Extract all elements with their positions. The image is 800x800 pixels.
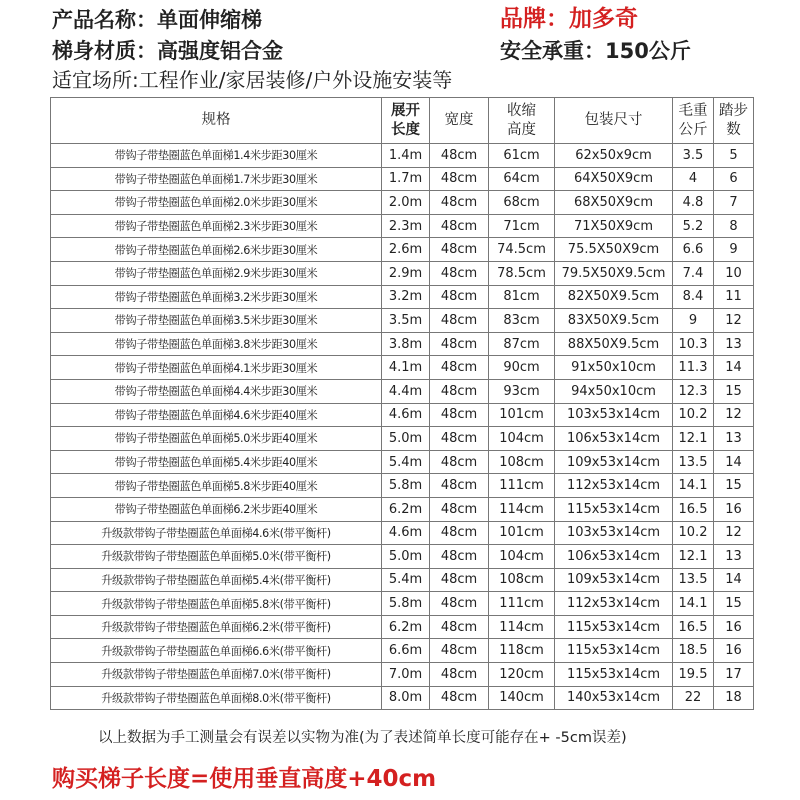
- package-size-cell: 115x53x14cm: [555, 639, 673, 663]
- length-cell: 5.4m: [382, 568, 430, 592]
- spec-cell: 带钩子带垫圈蓝色单面梯1.4米步距30厘米: [51, 144, 382, 168]
- width-cell: 48cm: [430, 403, 489, 427]
- width-cell: 48cm: [430, 686, 489, 710]
- folded-height-cell: 120cm: [489, 663, 555, 687]
- steps-cell: 10: [714, 261, 754, 285]
- weight-cell: 13.5: [673, 450, 714, 474]
- table-row: [51, 615, 754, 639]
- spec-cell: 升级款带钩子带垫圈蓝色单面梯4.6米(带平衡杆): [51, 521, 382, 545]
- spec-cell: 带钩子带垫圈蓝色单面梯4.6米步距40厘米: [51, 403, 382, 427]
- spec-cell: 带钩子带垫圈蓝色单面梯5.8米步距40厘米: [51, 474, 382, 498]
- folded-height-cell: 108cm: [489, 568, 555, 592]
- steps-cell: 12: [714, 403, 754, 427]
- col-header-width: 宽度: [430, 98, 489, 144]
- table-header-row: [51, 98, 754, 144]
- table-row: [51, 521, 754, 545]
- weight-cell: 5.2: [673, 214, 714, 238]
- table-row: [51, 309, 754, 333]
- weight-cell: 8.4: [673, 285, 714, 309]
- package-size-cell: 112x53x14cm: [555, 474, 673, 498]
- width-cell: 48cm: [430, 450, 489, 474]
- col-header-gross-weight-text: 毛重公斤: [678, 102, 708, 138]
- spec-cell: 升级款带钩子带垫圈蓝色单面梯6.2米(带平衡杆): [51, 615, 382, 639]
- width-cell: 48cm: [430, 285, 489, 309]
- width-cell: 48cm: [430, 497, 489, 521]
- length-cell: 6.2m: [382, 615, 430, 639]
- table-row: [51, 167, 754, 191]
- table-row: [51, 568, 754, 592]
- weight-cell: 12.1: [673, 545, 714, 569]
- col-header-gross-weight: [673, 98, 714, 144]
- length-cell: 6.2m: [382, 497, 430, 521]
- steps-cell: 6: [714, 167, 754, 191]
- table-row: [51, 403, 754, 427]
- table-row: [51, 474, 754, 498]
- folded-height-cell: 61cm: [489, 144, 555, 168]
- measurement-note: 以上数据为手工测量会有误差以实物为准(为了表述简单长度可能存在+ -5cm误差): [98, 730, 627, 746]
- spec-cell: 带钩子带垫圈蓝色单面梯5.4米步距40厘米: [51, 450, 382, 474]
- col-header-length-text: 展开长度: [390, 102, 420, 138]
- length-cell: 5.0m: [382, 427, 430, 451]
- width-cell: 48cm: [430, 356, 489, 380]
- spec-cell: 带钩子带垫圈蓝色单面梯5.0米步距40厘米: [51, 427, 382, 451]
- material-label: 梯身材质：高强度铝合金: [52, 39, 283, 63]
- col-header-package-size: 包装尺寸: [555, 98, 673, 144]
- package-size-cell: 115x53x14cm: [555, 497, 673, 521]
- table-row: [51, 450, 754, 474]
- spec-cell: 带钩子带垫圈蓝色单面梯4.4米步距30厘米: [51, 379, 382, 403]
- table-row: [51, 592, 754, 616]
- folded-height-cell: 74.5cm: [489, 238, 555, 262]
- col-header-length: [382, 98, 430, 144]
- folded-height-cell: 101cm: [489, 521, 555, 545]
- steps-cell: 5: [714, 144, 754, 168]
- steps-cell: 16: [714, 615, 754, 639]
- length-cell: 2.9m: [382, 261, 430, 285]
- package-size-cell: 91x50x10cm: [555, 356, 673, 380]
- table-row: [51, 144, 754, 168]
- usage-venue-label: 适宜场所:工程作业/家居装修/户外设施安装等: [52, 68, 453, 92]
- width-cell: 48cm: [430, 521, 489, 545]
- length-cell: 5.8m: [382, 474, 430, 498]
- width-cell: 48cm: [430, 427, 489, 451]
- length-cell: 2.6m: [382, 238, 430, 262]
- folded-height-cell: 140cm: [489, 686, 555, 710]
- spec-table: [50, 97, 754, 710]
- package-size-cell: 79.5X50X9.5cm: [555, 261, 673, 285]
- table-row: [51, 639, 754, 663]
- weight-cell: 6.6: [673, 238, 714, 262]
- table-row: [51, 663, 754, 687]
- length-cell: 5.4m: [382, 450, 430, 474]
- table-row: [51, 356, 754, 380]
- package-size-cell: 75.5X50X9cm: [555, 238, 673, 262]
- weight-cell: 11.3: [673, 356, 714, 380]
- folded-height-cell: 83cm: [489, 309, 555, 333]
- spec-cell: 带钩子带垫圈蓝色单面梯3.2米步距30厘米: [51, 285, 382, 309]
- weight-cell: 22: [673, 686, 714, 710]
- col-header-steps: [714, 98, 754, 144]
- spec-cell: 升级款带钩子带垫圈蓝色单面梯7.0米(带平衡杆): [51, 663, 382, 687]
- folded-height-cell: 78.5cm: [489, 261, 555, 285]
- length-cell: 7.0m: [382, 663, 430, 687]
- width-cell: 48cm: [430, 545, 489, 569]
- width-cell: 48cm: [430, 592, 489, 616]
- package-size-cell: 94x50x10cm: [555, 379, 673, 403]
- weight-cell: 16.5: [673, 615, 714, 639]
- col-header-folded-height: [489, 98, 555, 144]
- weight-cell: 10.3: [673, 332, 714, 356]
- folded-height-cell: 93cm: [489, 379, 555, 403]
- weight-cell: 12.3: [673, 379, 714, 403]
- weight-cell: 16.5: [673, 497, 714, 521]
- width-cell: 48cm: [430, 309, 489, 333]
- package-size-cell: 103x53x14cm: [555, 521, 673, 545]
- package-size-cell: 115x53x14cm: [555, 615, 673, 639]
- package-size-cell: 88X50X9.5cm: [555, 332, 673, 356]
- length-cell: 4.4m: [382, 379, 430, 403]
- weight-cell: 10.2: [673, 521, 714, 545]
- table-row: [51, 332, 754, 356]
- steps-cell: 15: [714, 379, 754, 403]
- width-cell: 48cm: [430, 144, 489, 168]
- purchase-tip: 购买梯子长度=使用垂直高度+40cm: [52, 766, 437, 792]
- steps-cell: 11: [714, 285, 754, 309]
- weight-cell: 18.5: [673, 639, 714, 663]
- folded-height-cell: 114cm: [489, 615, 555, 639]
- width-cell: 48cm: [430, 261, 489, 285]
- table-row: [51, 497, 754, 521]
- weight-cell: 10.2: [673, 403, 714, 427]
- spec-cell: 带钩子带垫圈蓝色单面梯3.5米步距30厘米: [51, 309, 382, 333]
- width-cell: 48cm: [430, 663, 489, 687]
- weight-cell: 4.8: [673, 191, 714, 215]
- steps-cell: 13: [714, 427, 754, 451]
- steps-cell: 14: [714, 568, 754, 592]
- package-size-cell: 103x53x14cm: [555, 403, 673, 427]
- weight-cell: 14.1: [673, 474, 714, 498]
- length-cell: 4.6m: [382, 521, 430, 545]
- folded-height-cell: 104cm: [489, 545, 555, 569]
- steps-cell: 9: [714, 238, 754, 262]
- folded-height-cell: 87cm: [489, 332, 555, 356]
- steps-cell: 15: [714, 592, 754, 616]
- spec-cell: 带钩子带垫圈蓝色单面梯2.6米步距30厘米: [51, 238, 382, 262]
- length-cell: 5.8m: [382, 592, 430, 616]
- steps-cell: 12: [714, 309, 754, 333]
- width-cell: 48cm: [430, 568, 489, 592]
- spec-cell: 带钩子带垫圈蓝色单面梯2.3米步距30厘米: [51, 214, 382, 238]
- folded-height-cell: 111cm: [489, 592, 555, 616]
- length-cell: 2.3m: [382, 214, 430, 238]
- steps-cell: 15: [714, 474, 754, 498]
- col-header-folded-height-text: 收缩高度: [506, 102, 536, 138]
- package-size-cell: 71X50X9cm: [555, 214, 673, 238]
- length-cell: 1.4m: [382, 144, 430, 168]
- table-row: [51, 427, 754, 451]
- package-size-cell: 140x53x14cm: [555, 686, 673, 710]
- width-cell: 48cm: [430, 474, 489, 498]
- folded-height-cell: 90cm: [489, 356, 555, 380]
- width-cell: 48cm: [430, 615, 489, 639]
- spec-cell: 升级款带钩子带垫圈蓝色单面梯5.8米(带平衡杆): [51, 592, 382, 616]
- package-size-cell: 109x53x14cm: [555, 450, 673, 474]
- weight-cell: 4: [673, 167, 714, 191]
- length-cell: 2.0m: [382, 191, 430, 215]
- spec-cell: 带钩子带垫圈蓝色单面梯2.0米步距30厘米: [51, 191, 382, 215]
- spec-cell: 带钩子带垫圈蓝色单面梯4.1米步距30厘米: [51, 356, 382, 380]
- spec-cell: 带钩子带垫圈蓝色单面梯2.9米步距30厘米: [51, 261, 382, 285]
- package-size-cell: 115x53x14cm: [555, 663, 673, 687]
- steps-cell: 14: [714, 356, 754, 380]
- table-row: [51, 238, 754, 262]
- width-cell: 48cm: [430, 214, 489, 238]
- weight-cell: 19.5: [673, 663, 714, 687]
- width-cell: 48cm: [430, 191, 489, 215]
- col-header-spec: 规格: [51, 98, 382, 144]
- width-cell: 48cm: [430, 238, 489, 262]
- steps-cell: 7: [714, 191, 754, 215]
- weight-cell: 9: [673, 309, 714, 333]
- steps-cell: 16: [714, 639, 754, 663]
- package-size-cell: 68X50X9cm: [555, 191, 673, 215]
- folded-height-cell: 68cm: [489, 191, 555, 215]
- weight-cell: 12.1: [673, 427, 714, 451]
- width-cell: 48cm: [430, 639, 489, 663]
- table-row: [51, 191, 754, 215]
- spec-cell: 升级款带钩子带垫圈蓝色单面梯6.6米(带平衡杆): [51, 639, 382, 663]
- table-row: [51, 545, 754, 569]
- table-row: [51, 261, 754, 285]
- width-cell: 48cm: [430, 167, 489, 191]
- folded-height-cell: 101cm: [489, 403, 555, 427]
- steps-cell: 13: [714, 545, 754, 569]
- col-header-steps-text: 踏步数: [718, 102, 748, 138]
- length-cell: 3.5m: [382, 309, 430, 333]
- package-size-cell: 106x53x14cm: [555, 545, 673, 569]
- package-size-cell: 64X50X9cm: [555, 167, 673, 191]
- length-cell: 3.2m: [382, 285, 430, 309]
- steps-cell: 12: [714, 521, 754, 545]
- steps-cell: 17: [714, 663, 754, 687]
- weight-cell: 3.5: [673, 144, 714, 168]
- length-cell: 4.1m: [382, 356, 430, 380]
- folded-height-cell: 81cm: [489, 285, 555, 309]
- folded-height-cell: 108cm: [489, 450, 555, 474]
- steps-cell: 14: [714, 450, 754, 474]
- folded-height-cell: 71cm: [489, 214, 555, 238]
- spec-cell: 升级款带钩子带垫圈蓝色单面梯8.0米(带平衡杆): [51, 686, 382, 710]
- length-cell: 4.6m: [382, 403, 430, 427]
- length-cell: 6.6m: [382, 639, 430, 663]
- table-row: [51, 285, 754, 309]
- steps-cell: 18: [714, 686, 754, 710]
- length-cell: 3.8m: [382, 332, 430, 356]
- weight-cell: 7.4: [673, 261, 714, 285]
- width-cell: 48cm: [430, 379, 489, 403]
- package-size-cell: 109x53x14cm: [555, 568, 673, 592]
- steps-cell: 16: [714, 497, 754, 521]
- package-size-cell: 106x53x14cm: [555, 427, 673, 451]
- folded-height-cell: 64cm: [489, 167, 555, 191]
- table-row: [51, 214, 754, 238]
- load-capacity-label: 安全承重：150公斤: [500, 39, 691, 63]
- package-size-cell: 112x53x14cm: [555, 592, 673, 616]
- width-cell: 48cm: [430, 332, 489, 356]
- folded-height-cell: 118cm: [489, 639, 555, 663]
- folded-height-cell: 114cm: [489, 497, 555, 521]
- product-name: 产品名称：单面伸缩梯: [52, 8, 262, 32]
- package-size-cell: 83X50X9.5cm: [555, 309, 673, 333]
- steps-cell: 8: [714, 214, 754, 238]
- table-row: [51, 379, 754, 403]
- spec-cell: 带钩子带垫圈蓝色单面梯1.7米步距30厘米: [51, 167, 382, 191]
- weight-cell: 14.1: [673, 592, 714, 616]
- steps-cell: 13: [714, 332, 754, 356]
- brand-label: 品牌：加多奇: [500, 6, 638, 32]
- spec-cell: 升级款带钩子带垫圈蓝色单面梯5.0米(带平衡杆): [51, 545, 382, 569]
- package-size-cell: 82X50X9.5cm: [555, 285, 673, 309]
- weight-cell: 13.5: [673, 568, 714, 592]
- package-size-cell: 62x50x9cm: [555, 144, 673, 168]
- folded-height-cell: 104cm: [489, 427, 555, 451]
- spec-cell: 升级款带钩子带垫圈蓝色单面梯5.4米(带平衡杆): [51, 568, 382, 592]
- spec-table-body: [51, 144, 754, 710]
- folded-height-cell: 111cm: [489, 474, 555, 498]
- length-cell: 5.0m: [382, 545, 430, 569]
- length-cell: 8.0m: [382, 686, 430, 710]
- length-cell: 1.7m: [382, 167, 430, 191]
- spec-cell: 带钩子带垫圈蓝色单面梯6.2米步距40厘米: [51, 497, 382, 521]
- spec-cell: 带钩子带垫圈蓝色单面梯3.8米步距30厘米: [51, 332, 382, 356]
- table-row: [51, 686, 754, 710]
